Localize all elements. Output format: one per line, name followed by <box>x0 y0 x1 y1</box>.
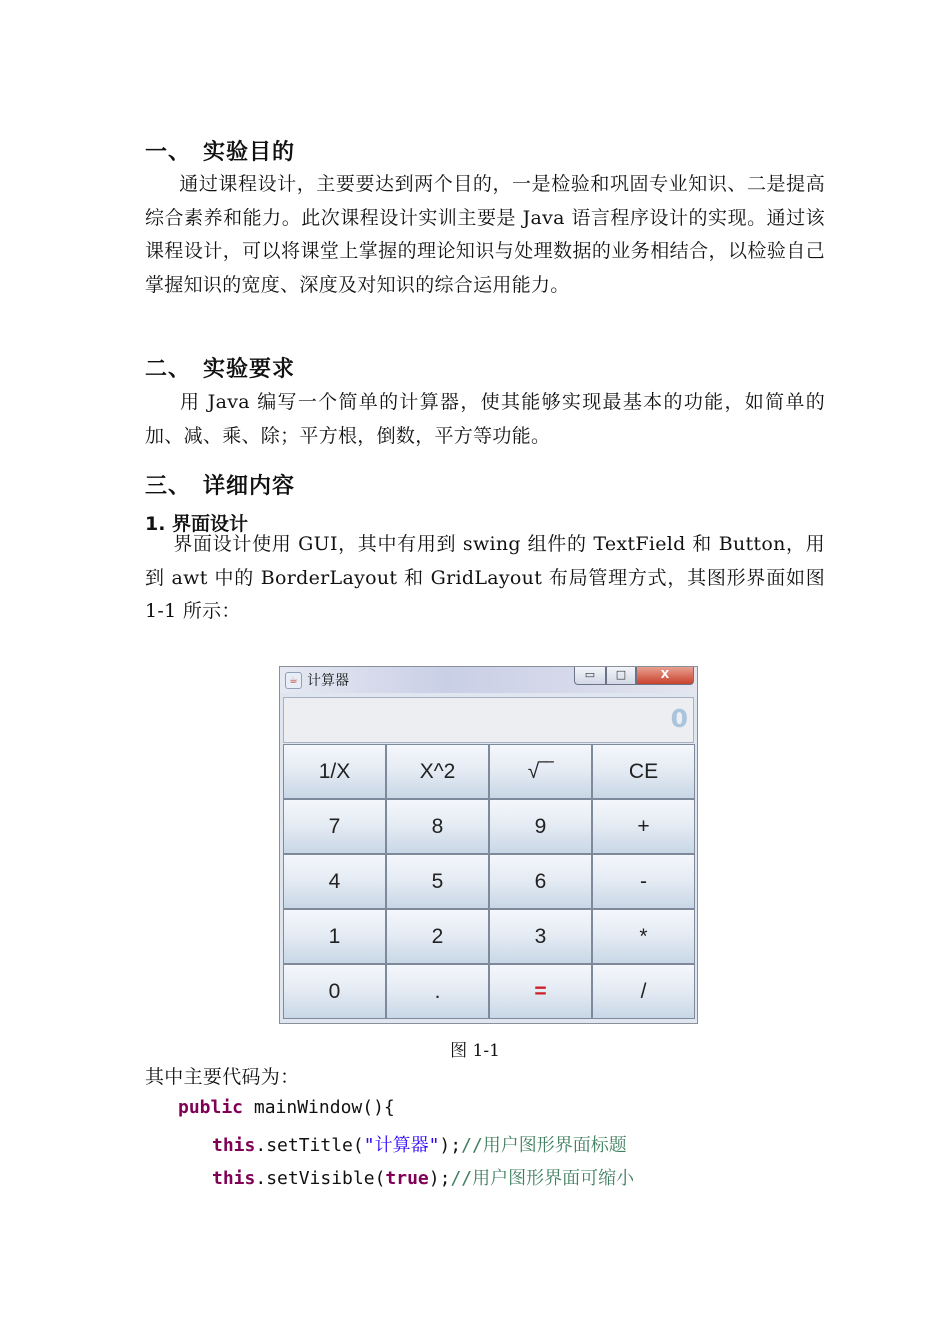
clear-entry-button[interactable]: CE <box>592 744 695 799</box>
minimize-button[interactable]: ▭ <box>574 667 606 685</box>
paragraph-text: 通过课程设计，主要要达到两个目的，一是检验和巩固专业知识、二是提高综合素养和能力。此次课程设计实训主要是 Java 语言程序设计的实现。通过该课程设计，可以将课堂上掌握的理论知识与处理数据的业务相结合，以检验自己掌握知识的宽度、深度及对知识的综合运用能力。 <box>145 173 825 296</box>
section-number: 一、 <box>145 140 192 165</box>
code-line-3 <box>212 1164 634 1190</box>
code-line-1 <box>178 1097 395 1118</box>
close-button[interactable]: X <box>636 667 694 685</box>
digit-7-button[interactable]: 7 <box>283 799 386 854</box>
digit-2-button[interactable]: 2 <box>386 909 489 964</box>
code-string: "计算器" <box>363 1135 440 1156</box>
calculator-window <box>279 666 698 1024</box>
section-title: 实验目的 <box>203 140 296 165</box>
code-text: ); <box>439 1135 462 1156</box>
code-text: ); <box>428 1168 451 1189</box>
section-number: 二、 <box>145 357 192 382</box>
code-comment-marker: // <box>450 1168 473 1189</box>
paragraph-requirements <box>145 386 825 453</box>
java-cup-icon: ☕ <box>285 672 302 689</box>
code-comment: 用户图形界面标题 <box>482 1135 627 1156</box>
code-text: mainWindow(){ <box>243 1097 395 1118</box>
figure-caption: 图 1-1 <box>450 1041 500 1061</box>
code-keyword: true <box>385 1168 429 1189</box>
maximize-button[interactable]: □ <box>606 667 636 685</box>
square-button[interactable]: X^2 <box>386 744 489 799</box>
multiply-button[interactable]: * <box>592 909 695 964</box>
section-heading-2 <box>145 352 295 383</box>
section-number: 三、 <box>145 474 192 499</box>
code-text: .setTitle( <box>255 1135 364 1156</box>
paragraph-ui-design <box>145 528 825 629</box>
plus-button[interactable]: + <box>592 799 695 854</box>
sqrt-button[interactable]: √‾‾ <box>489 744 592 799</box>
window-title: 计算器 <box>307 673 349 689</box>
code-keyword: this <box>212 1135 256 1156</box>
calculator-keypad <box>283 744 696 1020</box>
window-titlebar <box>280 667 697 693</box>
digit-5-button[interactable]: 5 <box>386 854 489 909</box>
code-line-2 <box>212 1131 627 1157</box>
reciprocal-button[interactable]: 1/X <box>283 744 386 799</box>
paragraph-text: 界面设计使用 GUI，其中有用到 swing 组件的 TextField 和 Button，用到 awt 中的 BorderLayout 和 GridLayout 布局管理方式，其图形界面如图 1-1 所示： <box>145 533 825 622</box>
section-heading-3 <box>145 469 295 500</box>
section-heading-1 <box>145 135 295 166</box>
code-keyword: this <box>212 1168 256 1189</box>
decimal-point-button[interactable]: . <box>386 964 489 1019</box>
display-value: 0 <box>670 704 688 733</box>
digit-3-button[interactable]: 3 <box>489 909 592 964</box>
code-text: .setVisible( <box>255 1168 386 1189</box>
digit-1-button[interactable]: 1 <box>283 909 386 964</box>
digit-6-button[interactable]: 6 <box>489 854 592 909</box>
paragraph-purpose <box>145 168 825 302</box>
equals-button[interactable]: = <box>489 964 592 1019</box>
digit-9-button[interactable]: 9 <box>489 799 592 854</box>
code-intro: 其中主要代码为： <box>145 1066 300 1088</box>
calculator-display[interactable] <box>283 697 694 743</box>
code-keyword: public <box>178 1097 244 1118</box>
section-title: 详细内容 <box>203 474 296 499</box>
code-comment-marker: // <box>461 1135 483 1156</box>
digit-0-button[interactable]: 0 <box>283 964 386 1019</box>
section-title: 实验要求 <box>203 357 296 382</box>
minus-button[interactable]: - <box>592 854 695 909</box>
code-comment: 用户图形界面可缩小 <box>472 1168 635 1189</box>
paragraph-text: 用 Java 编写一个简单的计算器，使其能够实现最基本的功能，如简单的加、减、乘、除；平方根，倒数，平方等功能。 <box>145 391 825 447</box>
digit-8-button[interactable]: 8 <box>386 799 489 854</box>
subsection-heading: 1. 界面设计 <box>145 513 249 535</box>
divide-button[interactable]: / <box>592 964 695 1019</box>
digit-4-button[interactable]: 4 <box>283 854 386 909</box>
